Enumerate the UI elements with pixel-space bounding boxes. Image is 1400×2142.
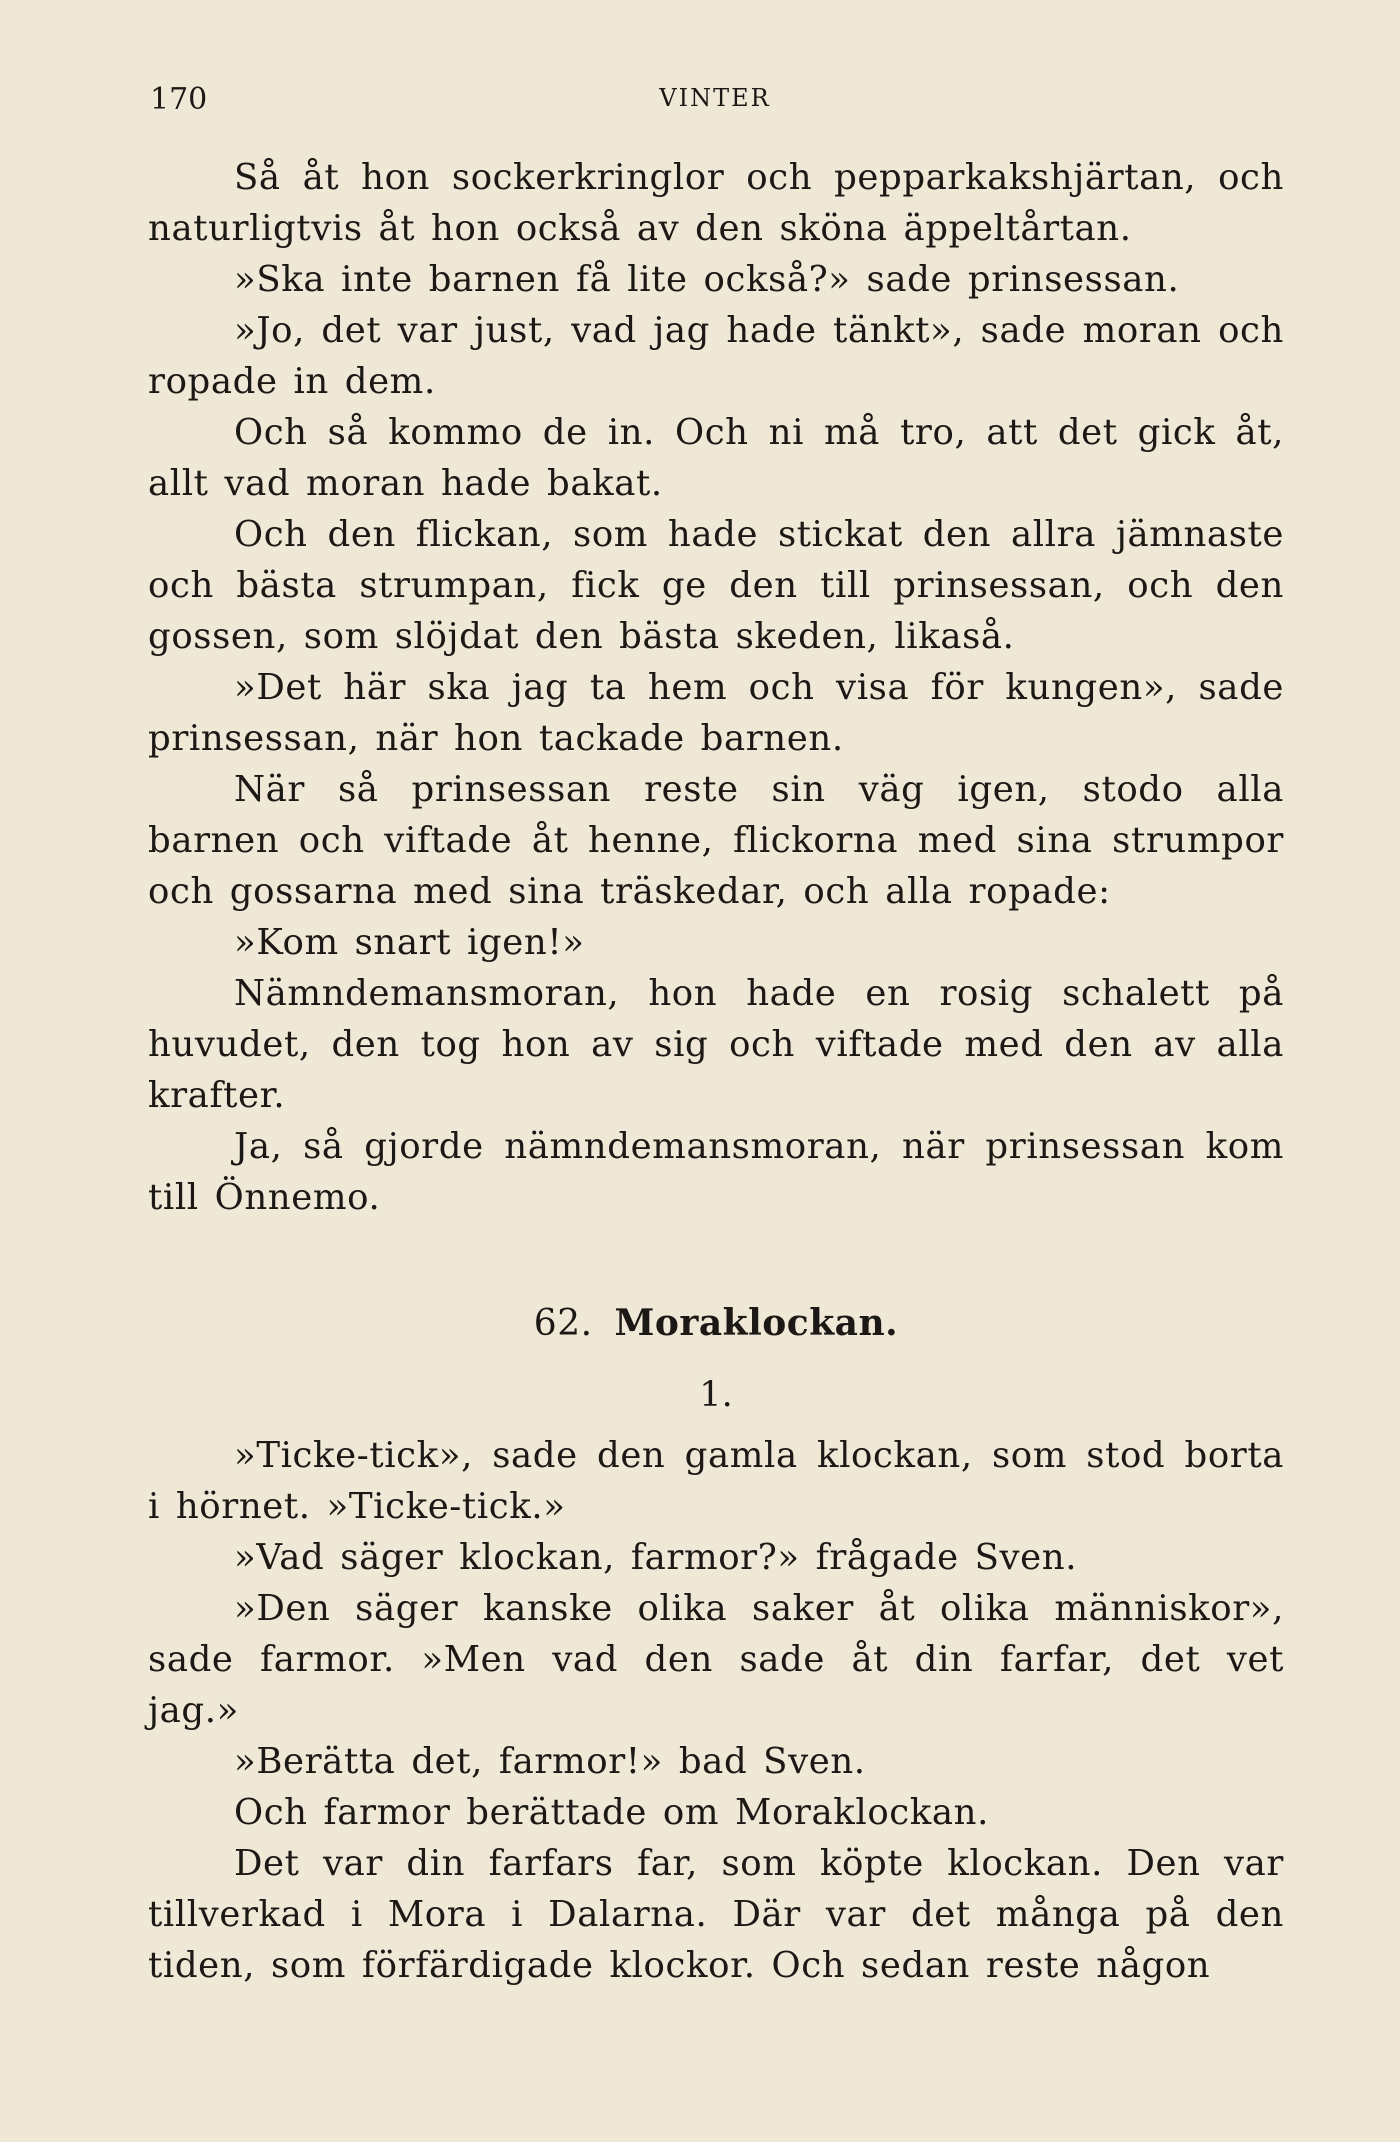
chapter-number: 62. [533,1303,593,1344]
paragraph: Och farmor berättade om Moraklockan. [234,1792,990,1833]
running-head [150,82,1280,122]
paragraph: »Ska inte barnen få lite också?» sade prinsessan. [234,259,1180,300]
paragraph: När så prinsessan reste sin väg igen, stodo alla barnen och viftade åt henne, flickorna med sina strumpor och gossarna med sina träskedar, och alla ropade: [148,769,1284,912]
body-text [148,152,1284,1991]
paragraph: Ja, så gjorde nämndemansmoran, när prinsessan kom till Önnemo. [148,1126,1284,1218]
page-number: 170 [150,82,208,117]
paragraph: Så åt hon sockerkringlor och pepparkakshjärtan, och naturligtvis åt hon också av den sköna äppeltårtan. [148,157,1284,249]
paragraph: Och så kommo de in. Och ni må tro, att det gick åt, allt vad moran hade bakat. [148,412,1284,504]
chapter-title: Moraklockan. [614,1302,899,1344]
paragraph: »Berätta det, farmor!» bad Sven. [234,1741,866,1782]
paragraph: »Det här ska jag ta hem och visa för kungen», sade prinsessan, när hon tackade barnen. [148,667,1284,759]
paragraph: »Vad säger klockan, farmor?» frågade Sven. [234,1537,1078,1578]
paragraph: »Kom snart igen!» [234,922,585,963]
chapter-heading [148,1297,1284,1350]
section-number: 1. [699,1375,733,1415]
running-title: VINTER [659,84,771,112]
paragraph: Nämndemansmoran, hon hade en rosig schalett på huvudet, den tog hon av sig och viftade med den av alla krafter. [148,973,1284,1116]
paragraph: Det var din farfars far, som köpte klockan. Den var tillverkad i Mora i Dalarna. Där var det många på den tiden, som förfärdigade klockor. Och sedan reste någon [148,1843,1284,1986]
paragraph: Och den flickan, som hade stickat den allra jämnaste och bästa strumpan, fick ge den till prinsessan, och den gossen, som slöjdat den bästa skeden, likaså. [148,514,1284,657]
paragraph: »Den säger kanske olika saker åt olika människor», sade farmor. »Men vad den sade åt din farfar, det vet jag.» [148,1588,1284,1731]
paragraph: »Ticke-tick», sade den gamla klockan, som stod borta i hörnet. »Ticke-tick.» [148,1435,1284,1527]
paragraph: »Jo, det var just, vad jag hade tänkt», sade moran och ropade in dem. [148,310,1284,402]
